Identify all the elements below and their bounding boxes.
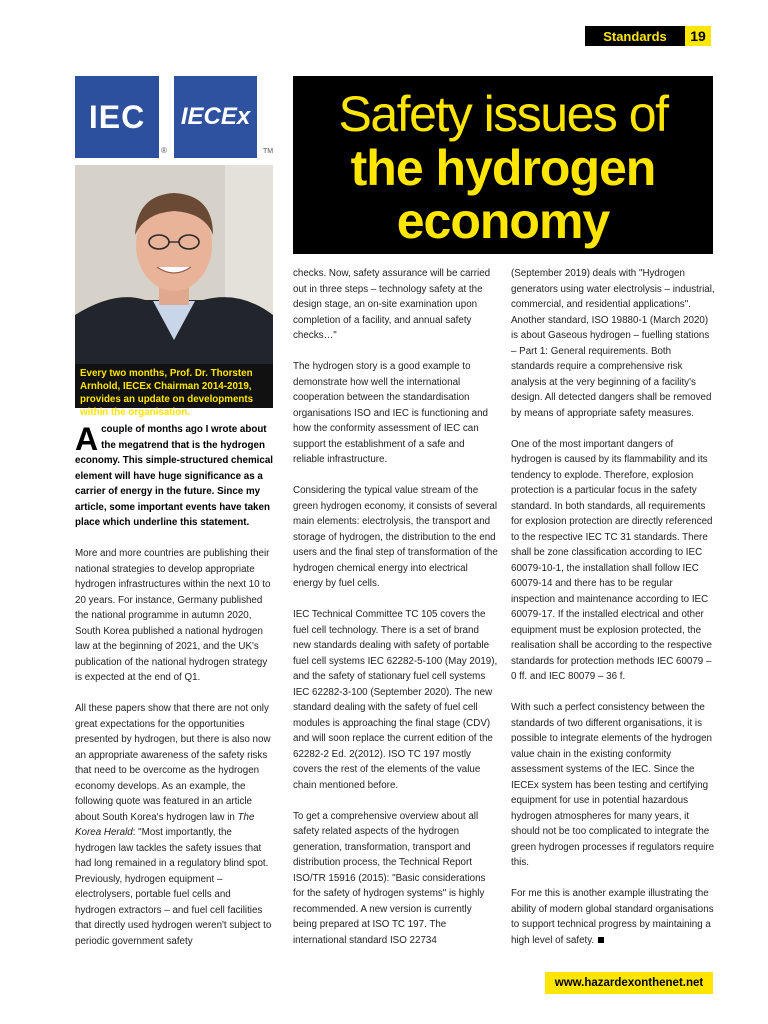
article-title	[293, 76, 713, 254]
body-text: : "Most importantly, the hydrogen law tackles the safety issues that had long remained in a regulatory blind spot. Previously, hydrogen equipment – electrolysers, portable fuel cells and hydrogen extractors – and fuel cell facilities that directly used hydrogen weren't subject to periodic government safety	[75, 827, 272, 947]
body-paragraph: The hydrogen story is a good example to demonstrate how well the international cooperation between the standardisation organisations ISO and IEC is functioning and how the conformity assessment of IEC can support the establishment of a safe and reliable infrastructure.	[293, 361, 488, 465]
trademark-mark: TM	[263, 148, 274, 155]
iecex-logo	[174, 76, 257, 158]
end-of-article-icon	[598, 937, 604, 943]
body-paragraph: (September 2019) deals with "Hydrogen generators using water electrolysis – industrial, commercial, and residential applications". Another standard, ISO 19880-1 (March 2020) is about Gaseous hydrogen – fuelling stations – Part 1: General requirements. Both standards require a comprehensive risk analysis at the very beginning of a facility's design. All detected dangers shall be removed by means of appropriate safety measures.	[511, 268, 715, 419]
text-column-1	[75, 422, 273, 965]
publication-name: The Korea Herald	[75, 811, 255, 838]
body-paragraph: To get a comprehensive overview about all safety related aspects of the hydrogen generation, transformation, transport and distribution process, the Technical Report ISO/TR 15916 (2015): "Basic considerations for the safety of hydrogen systems" is highly recommended. A new version is currently being prepared at ISO TC 197. The international standard ISO 22734	[293, 810, 486, 946]
body-paragraph: checks. Now, safety assurance will be carried out in three steps – technology safety at the design stage, an on-site examination upon completion of a facility, and annual safety checks…"	[293, 268, 491, 341]
portrait-illustration	[75, 165, 273, 365]
registered-mark: ®	[161, 146, 167, 155]
body-paragraph	[75, 701, 273, 949]
title-line-3: economy	[396, 193, 610, 249]
logo-group	[75, 76, 275, 158]
body-paragraph	[511, 886, 716, 948]
body-paragraph: One of the most important dangers of hydrogen is caused by its flammability and its tendency to explode. Therefore, explosion protection is a particular focus in the safety standard. In both standards, all requirements for explosion protection are directly referenced to the respective IEC TC 31 standards. There shall be zone classification according to IEC 60079-10-1, the installation shall follow IEC 60079-14 and there has to be regular inspection and maintenance according to IEC 60079-17. If the installed electrical and other equipment must be explosion protected, the realisation shall be according to the respective standards for protection methods IEC 60079 – 0 ff. and IEC 80079 – 36 f.	[511, 438, 713, 682]
author-portrait	[75, 165, 273, 365]
photo-caption: Every two months, Prof. Dr. Thorsten Arnhold, IECEx Chairman 2014-2019, provides an update on developments within the organisation.	[75, 364, 273, 408]
page-number: 19	[685, 26, 711, 46]
body-paragraph: More and more countries are publishing their national strategies to develop appropriate hydrogen infrastructures within the next 10 to 20 years. For instance, Germany published the national programme in autumn 2020, South Korea published a national hydrogen law at the beginning of 2021, and the UK's publication of the national hydrogen strategy is expected at the end of Q1.	[75, 548, 271, 683]
section-label: Standards	[603, 28, 667, 44]
iec-logo-text: IEC	[88, 98, 146, 135]
body-paragraph: Considering the typical value stream of the green hydrogen economy, it consists of several main elements: electrolysis, the transport and storage of hydrogen, the distribution to the end users and the final step of transformation of the hydrogen chemical energy into electrical energy by fuel cells.	[293, 485, 498, 589]
body-paragraph: With such a perfect consistency between the standards of two different organisations, it is possible to integrate elements of the hydrogen value chain in the existing conformity assessment systems of the IEC. Since the IECEx system has been testing and certifying equipment for use in potential hazardous hydrogen atmospheres for many years, it should not be too complicated to integrate the green hydrogen processes if regulators require this.	[511, 702, 715, 868]
text-column-2	[293, 266, 498, 964]
title-line-2: the hydrogen	[350, 140, 656, 196]
lead-text: couple of months ago I wrote about the megatrend that is the hydrogen economy. This simple-structured chemical element will have huge significance as a carrier of energy in the future. Since my article, some important events have taken place which underline this statement.	[75, 424, 273, 528]
iec-logo	[75, 76, 159, 158]
body-paragraph: IEC Technical Committee TC 105 covers the fuel cell technology. There is a set of brand new standards dealing with safety of portable fuel cell systems IEC 62282-5-100 (May 2019), and the safety of stationary fuel cell systems IEC 62282-3-100 (September 2020). The new standard dealing with the safety of fuel cell modules is approaching the final stage (CDV) and will soon replace the current edition of the 62282-2 Ed. 2(2012). ISO TC 197 mostly covers the rest of the elements of the value chain mentioned before.	[293, 609, 498, 791]
text-column-3	[511, 266, 716, 964]
title-line-1: Safety issues of	[338, 86, 668, 142]
lead-paragraph	[75, 422, 273, 531]
body-text: All these papers show that there are not only great expectations for the opportunities presented by hydrogen, but there is also now an appropriate awareness of the safety risks that need to be overcome as the hydrogen economy develops. As an example, the following quote was featured in an article about South Korea's hydrogen law in	[75, 703, 271, 823]
body-text: For me this is another example illustrating the ability of modern global standard organisations to support technical progress by maintaining a high level of safety.	[511, 888, 714, 946]
section-header	[585, 26, 711, 46]
drop-cap: A	[75, 421, 99, 457]
iecex-logo-text: IECEx	[180, 103, 251, 130]
website-link[interactable]: www.hazardexonthenet.net	[545, 972, 713, 994]
